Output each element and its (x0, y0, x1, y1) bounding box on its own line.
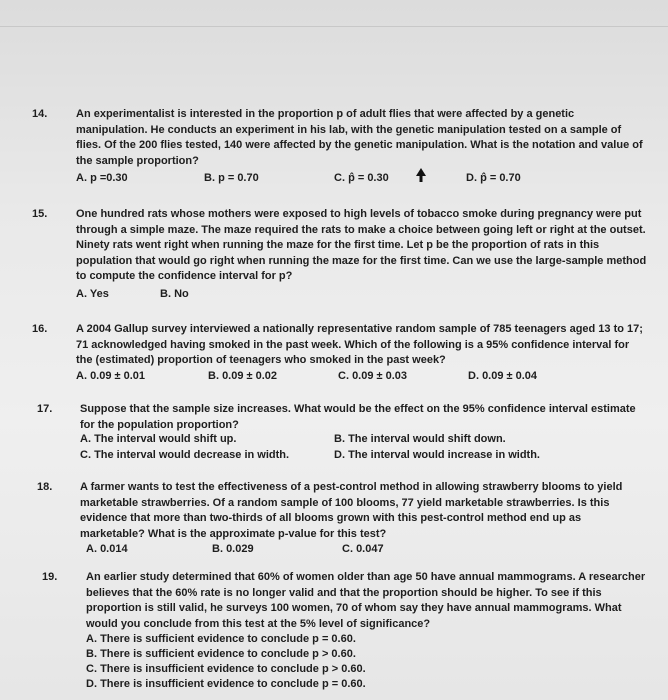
option-c[interactable]: C. 0.09 ± 0.03 (338, 370, 408, 382)
option-b[interactable]: B. 0.029 (212, 543, 254, 555)
question-14 (0, 107, 668, 187)
option-d[interactable]: D. 0.09 ± 0.04 (468, 370, 538, 382)
question-number: 18. (37, 481, 53, 493)
option-d[interactable]: D. p̂ = 0.70 (466, 172, 521, 184)
mouse-pointer-icon (416, 168, 426, 182)
question-18 (0, 480, 668, 560)
option-c[interactable]: C. The interval would decrease in width. (80, 449, 290, 461)
question-stem: A 2004 Gallup survey interviewed a nationally representative random sample of 785 teenagers aged 13 to 17; 71 acknowledged having smoked in the past week. Which of the following is a 95% confidence interval for the (estimated) proportion of teenagers who smoked in the past week? (76, 323, 643, 367)
question-number: 14. (32, 108, 48, 120)
option-b[interactable]: B. The interval would shift down. (334, 433, 506, 445)
question-stem: A farmer wants to test the effectiveness of a pest-control method in allowing strawberry blooms to yield marketable strawberries. Of a random sample of 100 blooms, 77 yield marketable strawberries. Is this evidence that more than two-thirds of all blooms grown with this pest-control method end up as marketable? What is the approximate p-value for this test? (80, 481, 623, 540)
option-a[interactable]: A. The interval would shift up. (80, 433, 237, 445)
option-b[interactable]: B. There is sufficient evidence to conclude p > 0.60. (86, 648, 356, 660)
question-stem: An earlier study determined that 60% of women older than age 50 have annual mammograms. A researcher believes that the 60% rate is no longer valid and that the proportion should be higher. To see if this proportion is still valid, he surveys 100 women, 70 of whom say they have annual mammograms. What would you conclude from this test at the 5% level of significance? (86, 571, 646, 630)
question-16 (0, 322, 668, 386)
option-a[interactable]: A. There is sufficient evidence to conclude p = 0.60. (86, 633, 356, 645)
question-15 (0, 207, 668, 302)
option-c[interactable]: C. There is insufficient evidence to conclude p > 0.60. (86, 663, 366, 675)
option-d[interactable]: D. There is insufficient evidence to conclude p = 0.60. (86, 678, 366, 690)
question-number: 17. (37, 403, 53, 415)
option-c[interactable]: C. 0.047 (342, 543, 384, 555)
option-a[interactable]: A. Yes (76, 288, 109, 300)
question-19 (0, 570, 668, 695)
option-c[interactable]: C. p̂ = 0.30 (334, 172, 389, 184)
question-number: 19. (42, 571, 58, 583)
question-number: 16. (32, 323, 48, 335)
option-a[interactable]: A. p =0.30 (76, 172, 128, 184)
question-17 (0, 402, 668, 466)
question-stem: An experimentalist is interested in the proportion p of adult flies that were affected by a genetic manipulation. He conducts an experiment in his lab, with the genetic manipulation tested on a sample of flies. Of the 200 flies tested, 140 were affected by the genetic manipulation. What is the notation and value of the sample proportion? (76, 108, 643, 167)
page-top-rule (0, 26, 668, 27)
question-number: 15. (32, 208, 48, 220)
option-a[interactable]: A. 0.014 (86, 543, 128, 555)
question-stem: Suppose that the sample size increases. What would be the effect on the 95% confidence interval estimate for the population proportion? (80, 403, 636, 431)
option-a[interactable]: A. 0.09 ± 0.01 (76, 370, 146, 382)
option-b[interactable]: B. No (160, 288, 189, 300)
option-b[interactable]: B. p = 0.70 (204, 172, 259, 184)
option-b[interactable]: B. 0.09 ± 0.02 (208, 370, 278, 382)
question-stem: One hundred rats whose mothers were exposed to high levels of tobacco smoke during pregnancy were put through a simple maze. The maze required the rats to make a choice between going left or right at the outset. Ninety rats went right when running the maze for the first time. Let p be the proportion of rats in this population that would go right when running the maze for the first time. Can we use the large-sample method to compute the confidence interval for p? (76, 208, 647, 283)
option-d[interactable]: D. The interval would increase in width. (334, 449, 540, 461)
emphasis-text: Ninety rats (76, 239, 133, 252)
